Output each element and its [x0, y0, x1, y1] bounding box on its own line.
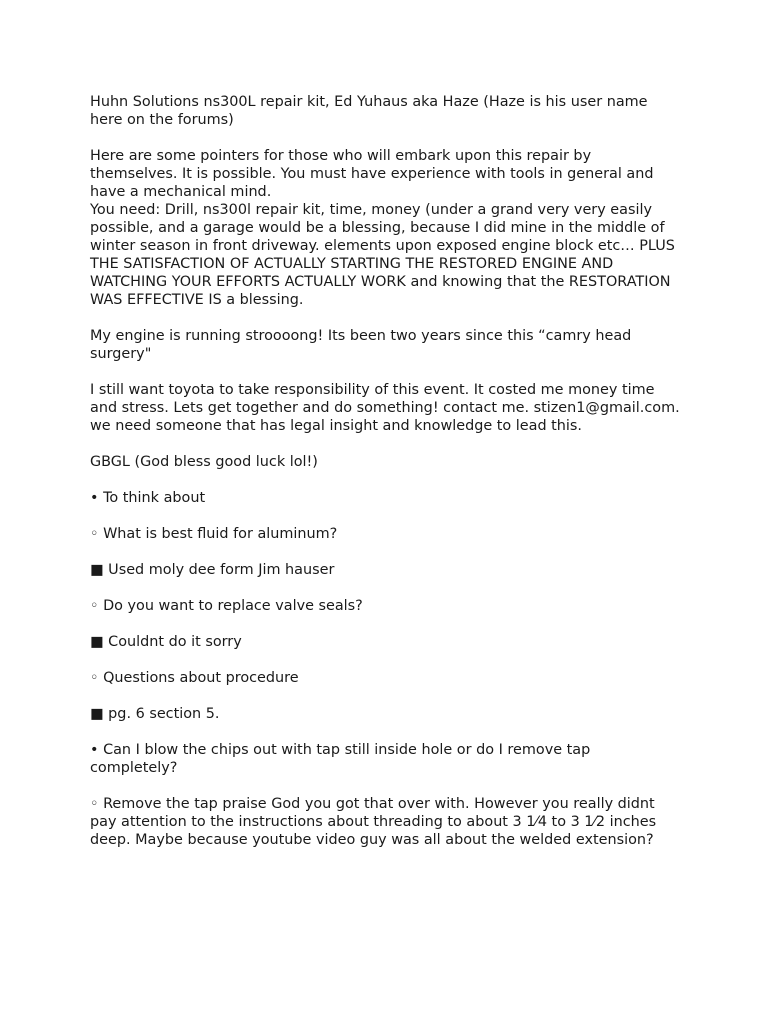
gbgl-paragraph: GBGL (God bless good luck lol!) — [90, 454, 318, 470]
list-item: • To think about — [90, 490, 206, 506]
list-item: ◦ Remove the tap praise God you got that over with. However you really didnt pay attention to the instructions about threading to about 3 1⁄4 to 3 1⁄2 inches deep. Maybe because youtube video guy was all about the welded extension? — [90, 796, 657, 848]
document-page — [90, 93, 680, 867]
title-paragraph: Huhn Solutions ns300L repair kit, Ed Yuhaus aka Haze (Haze is his user name here on the forums) — [90, 94, 648, 128]
contact-paragraph: I still want toyota to take responsibility of this event. It costed me money time and stress. Lets get together and do something! contact me. stizen1@gmail.com. we need someone that has legal insight and knowledge to lead this. — [90, 382, 680, 434]
list-item: ◦ Do you want to replace valve seals? — [90, 598, 363, 614]
list-item: ◦ Questions about procedure — [90, 670, 299, 686]
you-need-paragraph: You need: Drill, ns300l repair kit, time, money (under a grand very very easily possible, and a garage would be a blessing, because I did mine in the middle of winter season in front driveway. elements upon exposed engine block etc… PLUS THE SATISFACTION OF ACTUALLY STARTING THE RESTORED ENGINE AND WATCHING YOUR EFFORTS ACTUALLY WORK and knowing that the RESTORATION WAS EFFECTIVE IS a blessing. — [90, 202, 675, 308]
list-item: • Can I blow the chips out with tap still inside hole or do I remove tap completely? — [90, 742, 591, 776]
list-item: ■ Used moly dee form Jim hauser — [90, 562, 335, 578]
list-item: ■ Couldnt do it sorry — [90, 634, 242, 650]
list-item: ◦ What is best fluid for aluminum? — [90, 526, 338, 542]
list-item: ■ pg. 6 section 5. — [90, 706, 220, 722]
pointers-paragraph: Here are some pointers for those who will embark upon this repair by themselves. It is possible. You must have experience with tools in general and have a mechanical mind. — [90, 148, 654, 200]
engine-running-paragraph: My engine is running stroooong! Its been two years since this “camry head surgery" — [90, 328, 632, 362]
